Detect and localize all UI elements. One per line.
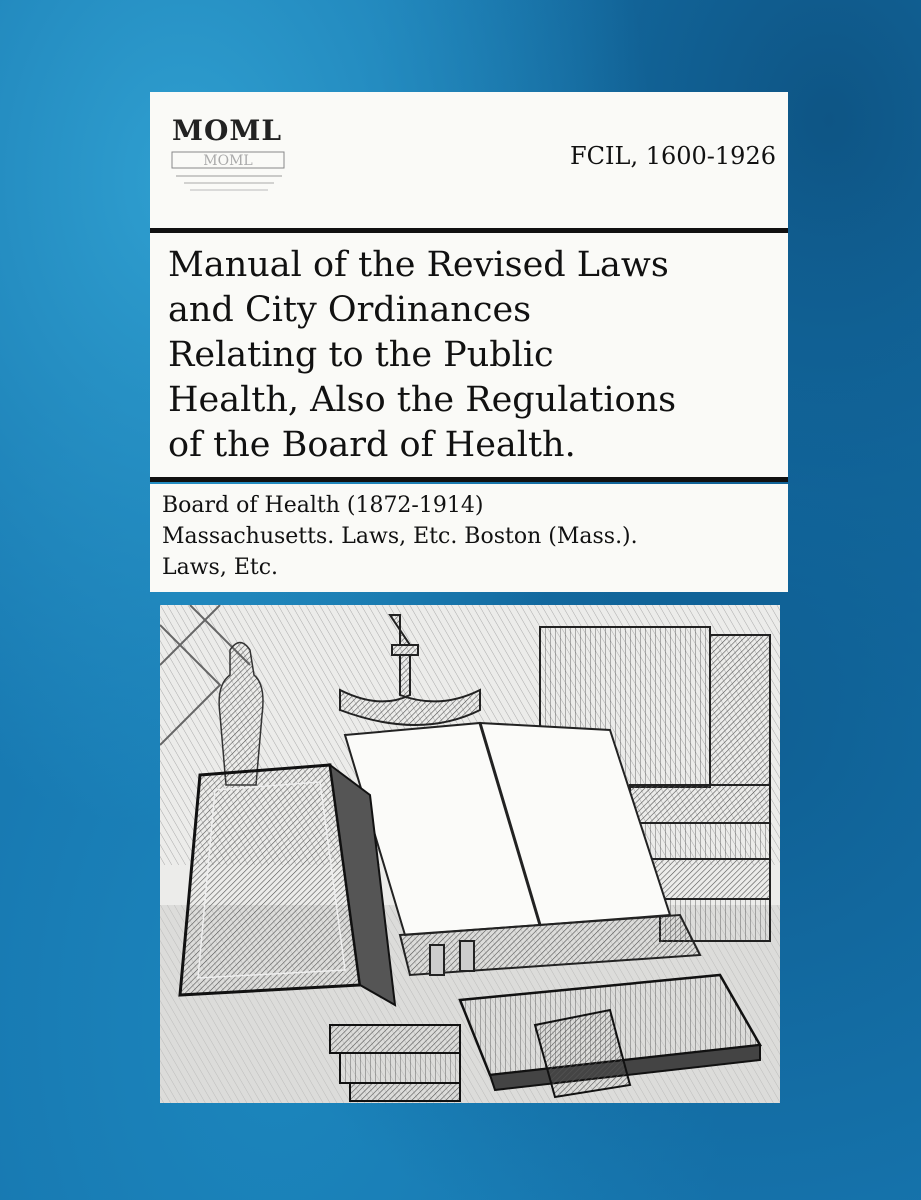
author-line: Laws, Etc. (162, 555, 279, 580)
title-line: of the Board of Health. (168, 425, 576, 465)
author-line: Massachusetts. Laws, Etc. Boston (Mass.). (162, 524, 638, 549)
moml-logo (170, 110, 290, 202)
title-line: Manual of the Revised Laws (168, 245, 669, 285)
logo-text: MOML (172, 114, 283, 147)
logo-emblem-icon (170, 150, 290, 202)
cover-illustration (160, 605, 780, 1103)
svg-text:MOML: MOML (203, 153, 253, 169)
author-line: Board of Health (1872-1914) (162, 493, 484, 518)
title-panel (150, 233, 788, 482)
engraving-books-icon (160, 605, 780, 1103)
authors-panel (150, 484, 788, 592)
series-label: FCIL, 1600-1926 (570, 142, 776, 170)
title-line: Relating to the Public (168, 335, 554, 375)
header-panel (150, 92, 788, 233)
title-line: and City Ordinances (168, 290, 532, 330)
title-line: Health, Also the Regulations (168, 380, 677, 420)
